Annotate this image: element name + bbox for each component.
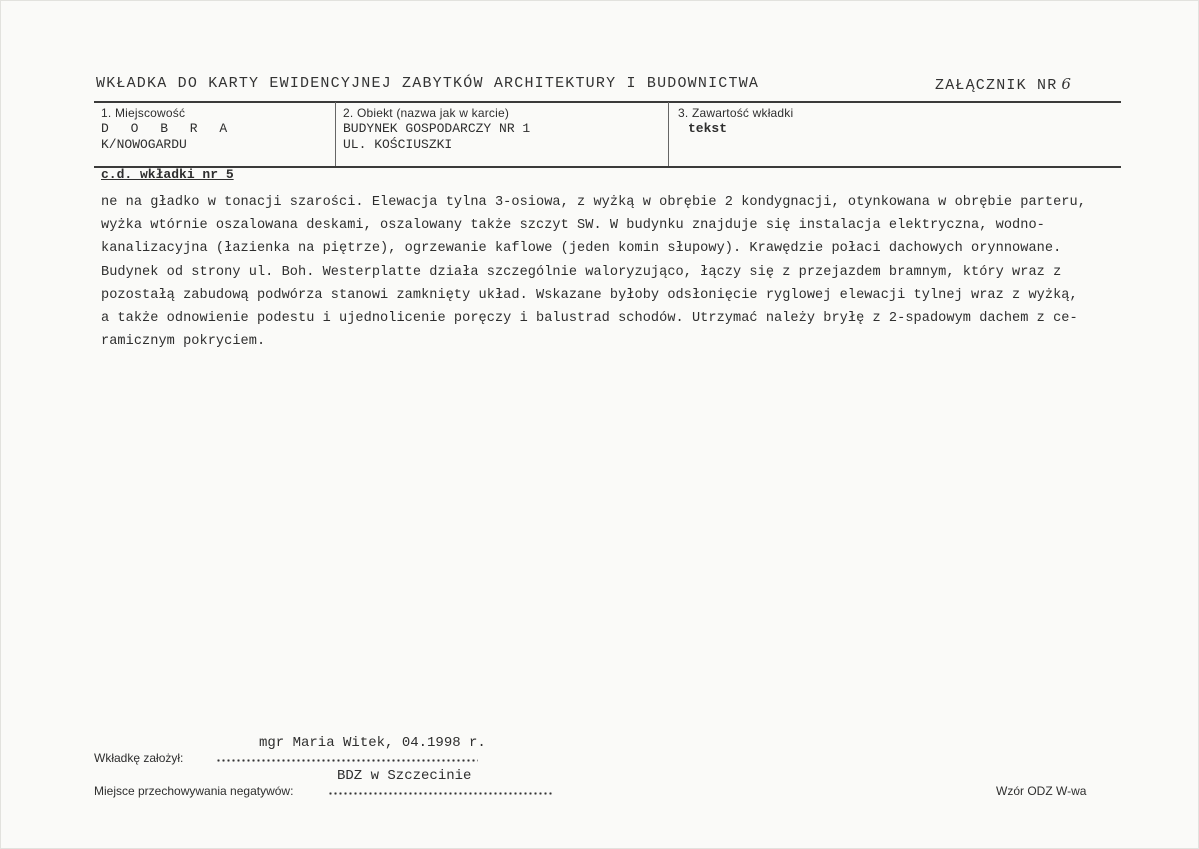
object-field: [343, 105, 530, 153]
body-line: Budynek od strony ul. Boh. Westerplatte działa szczególnie waloryzująco, łączy się z przejazdem bramnym, który wraz z: [101, 264, 1062, 280]
continuation-label: c.d. wkładki nr 5: [101, 167, 234, 182]
content-label: 3. Zawartość wkładki: [678, 106, 794, 120]
body-line: pozostałą zabudową podwórza stanowi zamknięty układ. Wskazane byłoby odsłonięcie ryglowej elewacji tylnej wraz z wyżką,: [101, 287, 1078, 303]
location-value-line2: K/NOWOGARDU: [101, 137, 187, 152]
negatives-location-label: Miejsce przechowywania negatywów:: [94, 784, 294, 798]
body-line: kanalizacyjna (łazienka na piętrze), ogrzewanie kaflowe (jeden komin słupowy). Krawędzie połaci dachowych orynnowane.: [101, 241, 1062, 257]
description-body: [101, 191, 1123, 353]
header-top-rule: [94, 101, 1121, 103]
author-dotted-line: [216, 759, 478, 762]
body-line: a także odnowienie podestu i ujednolicenie poręczy i balustrad schodów. Utrzymać należy bryłę z 2-spadowym dachem z ce-: [101, 311, 1078, 327]
body-line: ramicznym pokryciem.: [101, 334, 266, 350]
location-label: 1. Miejscowość: [101, 106, 186, 120]
column-separator-1: [335, 102, 336, 166]
object-value-line2: UL. KOŚCIUSZKI: [343, 137, 453, 152]
column-separator-2: [668, 102, 669, 166]
location-value-line1: D O B R A: [101, 121, 235, 136]
author-label: Wkładkę założył:: [94, 751, 184, 765]
content-value: tekst: [688, 121, 728, 136]
location-field: [101, 105, 234, 153]
object-value-line1: BUDYNEK GOSPODARCZY NR 1: [343, 121, 531, 136]
annex-number: 6: [1061, 75, 1073, 93]
author-value: mgr Maria Witek, 04.1998 r.: [259, 735, 486, 751]
form-code: Wzór ODZ W-wa: [996, 784, 1087, 798]
document-title: WKŁADKA DO KARTY EWIDENCYJNEJ ZABYTKÓW ARCHITEKTURY I BUDOWNICTWA: [96, 75, 760, 92]
content-field: [678, 105, 793, 137]
annex-heading: [935, 75, 1072, 94]
object-label: 2. Obiekt (nazwa jak w karcie): [343, 106, 510, 120]
body-line: ne na gładko w tonacji szarości. Elewacja tylna 3-osiowa, z wyżką w obrębie 2 kondygnacji, otynkowana w obrębie parteru,: [101, 195, 1086, 210]
negatives-dotted-line: [328, 792, 554, 795]
body-line: wyżka wtórnie oszalowana deskami, oszalowany także szczyt SW. W budynku znajduje się instalacja elektryczna, wodno-: [101, 218, 1045, 234]
negatives-location-value: BDZ w Szczecinie: [337, 768, 472, 784]
annex-label: ZAŁĄCZNIK NR: [935, 77, 1058, 94]
header-bottom-rule: [94, 166, 1121, 168]
